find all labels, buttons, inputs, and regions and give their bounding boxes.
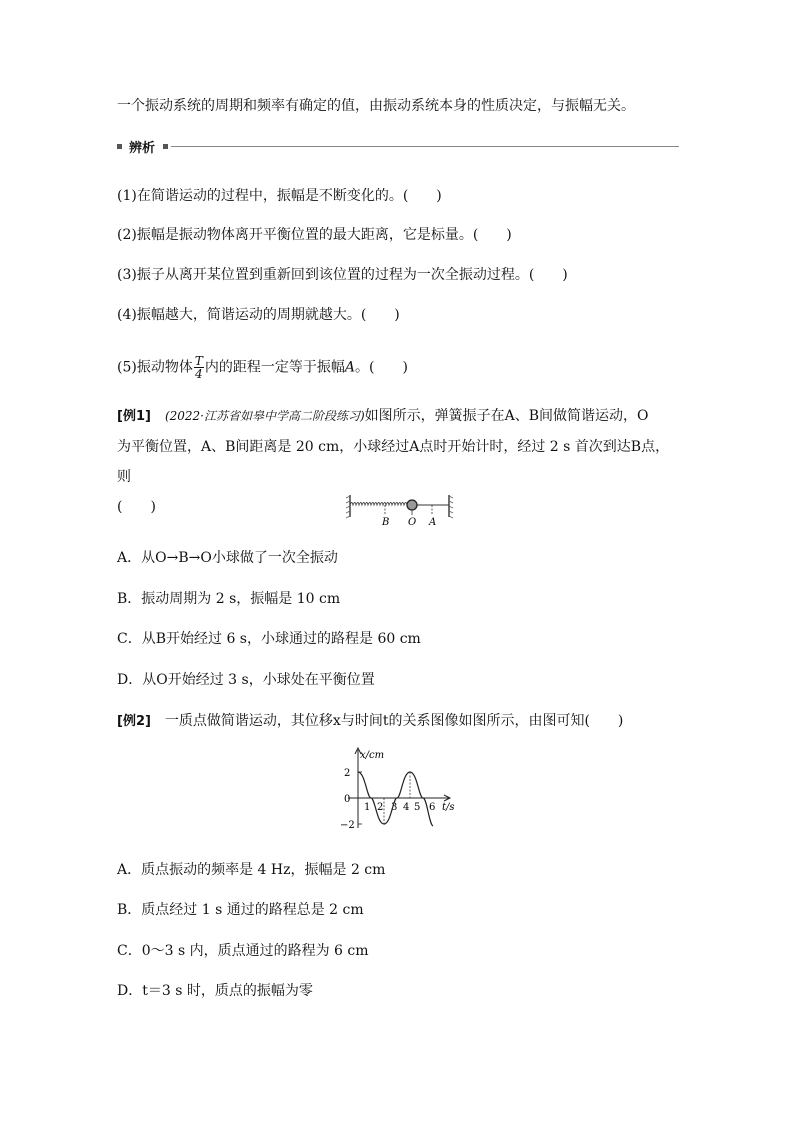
section-title: 辨析 [129,141,156,156]
section-divider [171,146,679,147]
spring [350,503,413,506]
example1-option: A．从O→B→O小球做了一次全振动 [117,550,338,566]
ball [407,500,417,510]
example2-option: C．0～3 s 内，质点通过的路程为 6 cm [117,943,369,959]
intro-text: 一个振动系统的周期和频率有确定的值，由振动系统本身的性质决定，与振幅无关。 [117,98,635,114]
judgment-text: (5)振动物体 [117,359,193,376]
y-tick: 0 [344,794,351,805]
fraction-numerator: T [194,354,203,368]
x-tick: 2 [377,802,384,813]
example-text: 如图所示，弹簧振子在A、B间做简谐运动，O [364,408,649,424]
judgment-item: (4)振幅越大，简谐运动的周期就越大。( ) [117,307,400,323]
judgment-item: (2)振幅是振动物体离开平衡位置的最大距离，它是标量。( ) [117,227,512,243]
label-o: O [408,517,417,528]
judgment-item [117,355,408,380]
judgment-item: (1)在简谐运动的过程中，振幅是不断变化的。( ) [117,188,442,204]
label-a: A [429,517,437,528]
variable: A [344,359,355,376]
judgment-item: (3)振子从离开某位置到重新回到该位置的过程为一次全振动过程。( ) [117,267,568,283]
y-tick: −2 [340,820,355,831]
x-tick: 6 [429,802,436,813]
example1-line: ( ) [117,499,156,515]
section-header [117,137,679,157]
x-axis-label: t/s [442,802,455,813]
example1-line [117,401,679,432]
judgment-text: 内的距程一定等于振幅 [204,359,345,376]
x-tick: 3 [391,802,398,813]
example-tag: [例2] [117,714,151,729]
example1-option: C．从B开始经过 6 s，小球通过的路程是 60 cm [117,631,421,647]
sine-curve [358,772,436,826]
square-bullet-icon [163,144,168,149]
y-tick: 2 [344,768,351,779]
x-tick: 5 [414,802,421,813]
label-b: B [382,517,390,528]
example1-line: 为平衡位置，A、B间距离是 20 cm，小球经过A点时开始计时，经过 2 s 首次到达B点，则 [117,439,670,485]
example-tag: [例1] [117,409,151,424]
x-tick: 1 [364,802,371,813]
example2-stem [117,711,623,732]
example1-option: D．从O开始经过 3 s，小球处在平衡位置 [117,672,375,688]
example2-option: B．质点经过 1 s 通过的路程总是 2 cm [117,902,364,918]
fraction-denominator: 4 [195,367,203,381]
example2-option: A．质点振动的频率是 4 Hz，振幅是 2 cm [117,862,386,878]
example2-option: D．t＝3 s 时，质点的振幅为零 [117,983,313,999]
x-tick: 4 [403,802,410,813]
square-bullet-icon [117,144,122,149]
spring-oscillator-figure [345,493,457,533]
fraction [194,355,204,380]
y-axis-label: x/cm [360,750,385,761]
example-source: (2022·江苏省如皋中学高二阶段练习) [164,409,365,423]
judgment-text: 。( ) [354,359,408,376]
example1-option: B．振动周期为 2 s，振幅是 10 cm [117,591,341,607]
example-text: 一质点做简谐运动，其位移x与时间t的关系图像如图所示，由图可知( ) [164,713,624,729]
displacement-time-graph [338,744,462,834]
